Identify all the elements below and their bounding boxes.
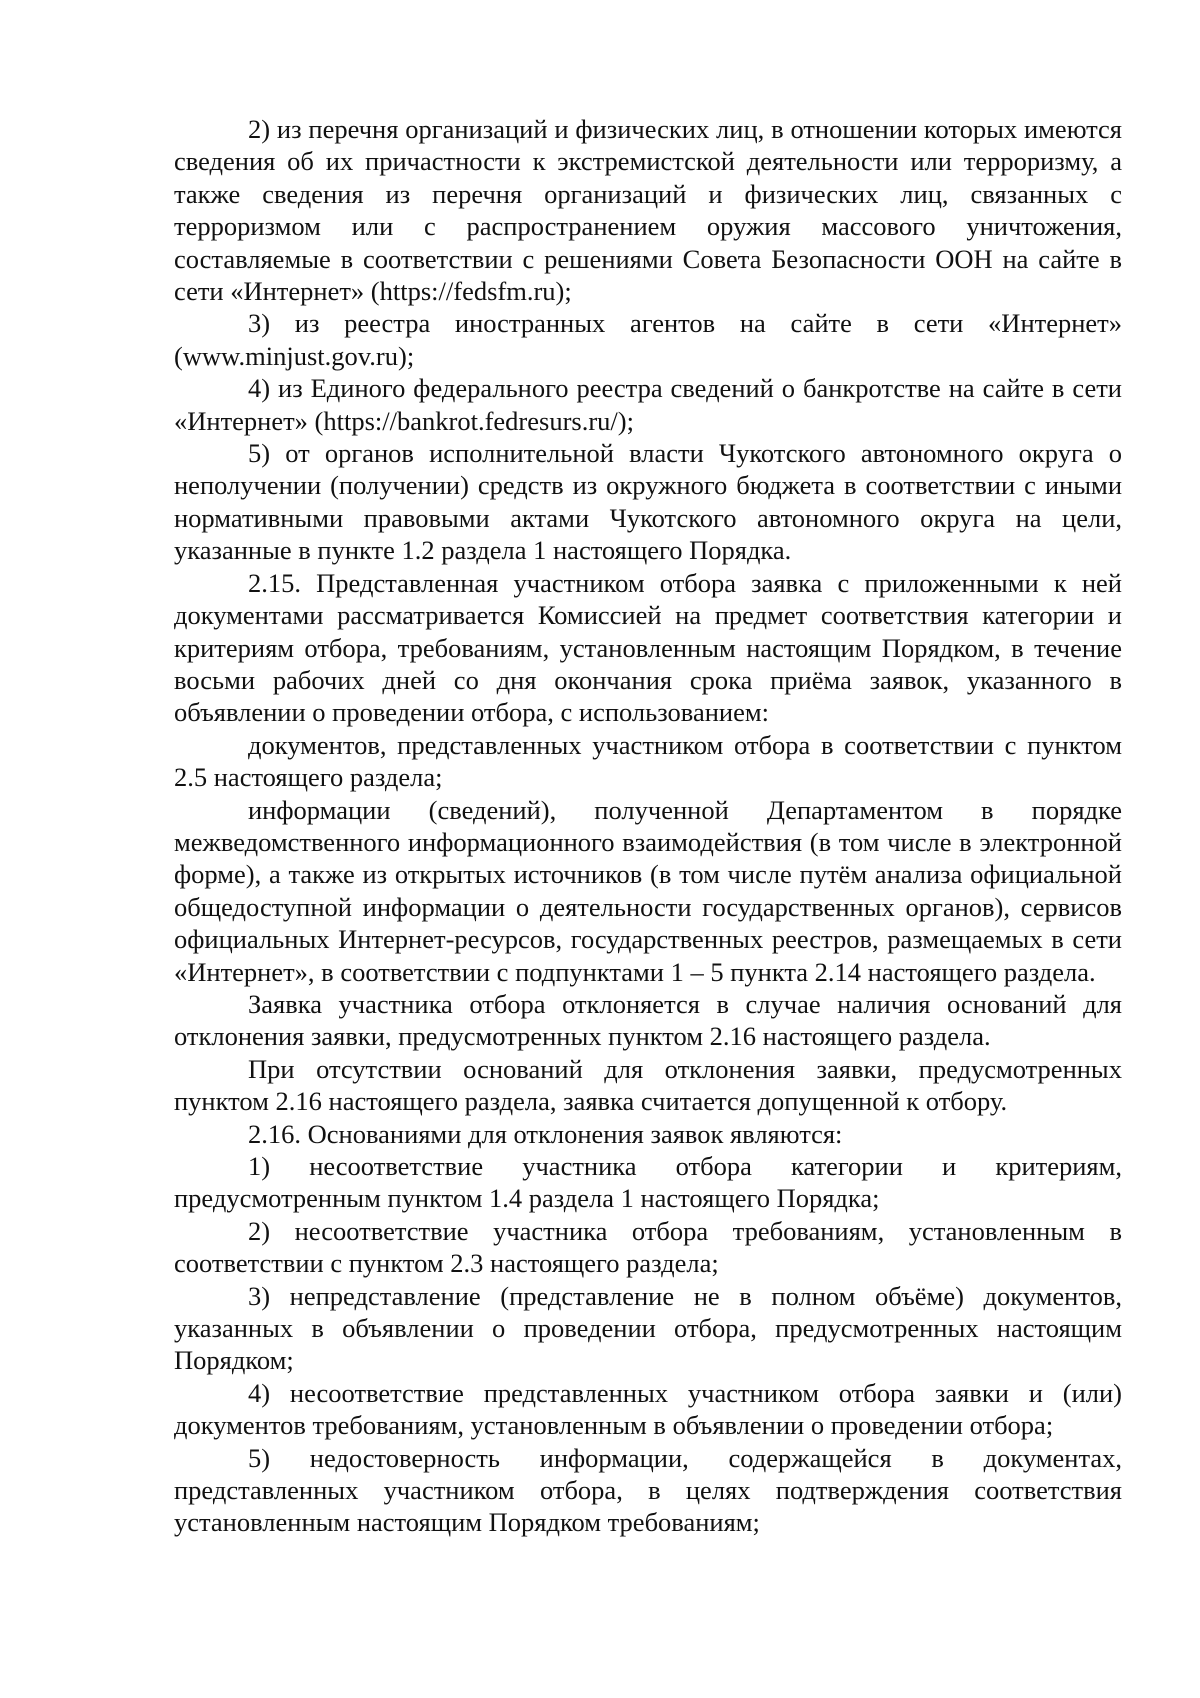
paragraph-documents: документов, представленных участником отбора в соответствии с пунктом 2.5 настоящего раздела; bbox=[174, 729, 1122, 793]
document-body bbox=[174, 113, 1122, 1539]
paragraph-ground-2: 2) несоответствие участника отбора требованиям, установленным в соответствии с пунктом 2.3 настоящего раздела; bbox=[174, 1215, 1122, 1279]
paragraph-item-3: 3) из реестра иностранных агентов на сайте в сети «Интернет» (www.minjust.gov.ru); bbox=[174, 308, 1122, 371]
paragraph-information: информации (сведений), полученной Департаментом в порядке межведомственного информационного взаимодействия (в том числе в электронной форме), а также из открытых источников (в том числе путём анализа официальной общедоступной информации о деятельности государственных органов), сервисов официальных Интернет-ресурсов, государственных реестров, размещаемых в сети «Интернет», в соответствии с подпунктами 1 – 5 пункта 2.14 настоящего раздела. bbox=[174, 794, 1122, 987]
paragraph-item-4: 4) из Единого федерального реестра сведений о банкротстве на сайте в сети «Интернет» (https://bankrot.fedresurs.ru/); bbox=[174, 373, 1122, 436]
paragraph-ground-1: 1) несоответствие участника отбора категории и критериям, предусмотренным пунктом 1.4 раздела 1 настоящего Порядка; bbox=[174, 1151, 1122, 1214]
paragraph-ground-3: 3) непредставление (представление не в полном объёме) документов, указанных в объявлении о проведении отбора, предусмотренных настоящим Порядком; bbox=[174, 1280, 1122, 1376]
paragraph-2-15: 2.15. Представленная участником отбора заявка с приложенными к ней документами рассматривается Комиссией на предмет соответствия категории и критериям отбора, требованиям, установленным настоящим Порядком, в течение восьми рабочих дней со дня окончания срока приёма заявок, указанного в объявлении о проведении отбора, с использованием: bbox=[174, 567, 1122, 728]
paragraph-ground-4: 4) несоответствие представленных участником отбора заявки и (или) документов требованиям, установленным в объявлении о проведении отбора; bbox=[174, 1377, 1122, 1441]
paragraph-ground-5: 5) недостоверность информации, содержащейся в документах, представленных участником отбора, в целях подтверждения соответствия установленным настоящим Порядком требованиям; bbox=[174, 1442, 1122, 1538]
paragraph-rejection: Заявка участника отбора отклоняется в случае наличия оснований для отклонения заявки, предусмотренных пунктом 2.16 настоящего раздела. bbox=[174, 988, 1122, 1052]
paragraph-admission: При отсутствии оснований для отклонения заявки, предусмотренных пунктом 2.16 настоящего раздела, заявка считается допущенной к отбору. bbox=[174, 1053, 1122, 1117]
paragraph-item-2: 2) из перечня организаций и физических лиц, в отношении которых имеются сведения об их причастности к экстремистской деятельности или терроризму, а также сведения из перечня организаций и физических лиц, связанных с терроризмом или с распространением оружия массового уничтожения, составляемые в соответствии с решениями Совета Безопасности ООН на сайте в сети «Интернет» (https://fedsfm.ru); bbox=[174, 114, 1122, 307]
paragraph-2-16: 2.16. Основаниями для отклонения заявок являются: bbox=[248, 1118, 843, 1149]
paragraph-item-5: 5) от органов исполнительной власти Чукотского автономного округа о неполучении (получении) средств из окружного бюджета в соответствии с иными нормативными правовыми актами Чукотского автономного округа на цели, указанные в пункте 1.2 раздела 1 настоящего Порядка. bbox=[174, 438, 1122, 566]
